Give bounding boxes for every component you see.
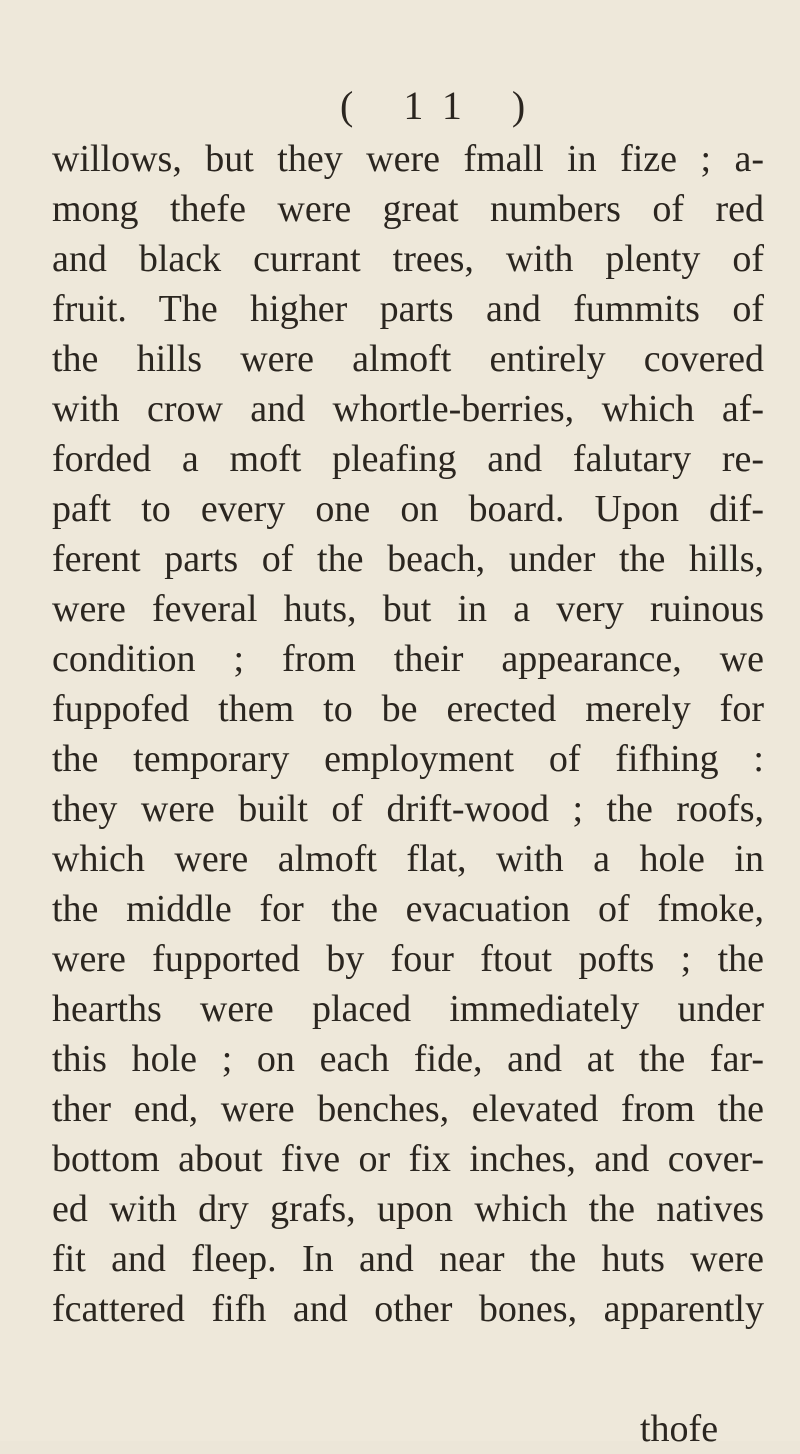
text-line: fcattered fifh and other bones, apparently	[52, 1288, 764, 1330]
text-line: mong thefe were great numbers of red	[52, 188, 764, 230]
text-line: with crow and whortle-berries, which af-	[52, 388, 764, 430]
text-line: condition ; from their appearance, we	[52, 638, 764, 680]
text-line: and black currant trees, with plenty of	[52, 238, 764, 280]
text-line: were feveral huts, but in a very ruinous	[52, 588, 764, 630]
text-line: the hills were almoft entirely covered	[52, 338, 764, 380]
text-line: the temporary employment of fifhing :	[52, 738, 764, 780]
text-line: fit and fleep. In and near the huts were	[52, 1238, 764, 1280]
text-line: paft to every one on board. Upon dif-	[52, 488, 764, 530]
catchword: thofe	[640, 1408, 719, 1450]
text-line: which were almoft flat, with a hole in	[52, 838, 764, 880]
text-line: forded a moft pleafing and falutary re-	[52, 438, 764, 480]
body-text	[52, 134, 764, 1334]
text-line: were fupported by four ftout pofts ; the	[52, 938, 764, 980]
text-line: they were built of drift-wood ; the roofs,	[52, 788, 764, 830]
text-line: fruit. The higher parts and fummits of	[52, 288, 764, 330]
text-line: willows, but they were fmall in fize ; a-	[52, 138, 764, 180]
text-line: bottom about five or fix inches, and cover-	[52, 1138, 764, 1180]
text-line: this hole ; on each fide, and at the far-	[52, 1038, 764, 1080]
text-line: the middle for the evacuation of fmoke,	[52, 888, 764, 930]
text-line: hearths were placed immediately under	[52, 988, 764, 1030]
text-line: fuppofed them to be erected merely for	[52, 688, 764, 730]
text-line: ed with dry grafs, upon which the natives	[52, 1188, 764, 1230]
text-line: ferent parts of the beach, under the hills,	[52, 538, 764, 580]
page-number: ( 11 )	[340, 83, 546, 128]
text-line: ther end, were benches, elevated from the	[52, 1088, 764, 1130]
